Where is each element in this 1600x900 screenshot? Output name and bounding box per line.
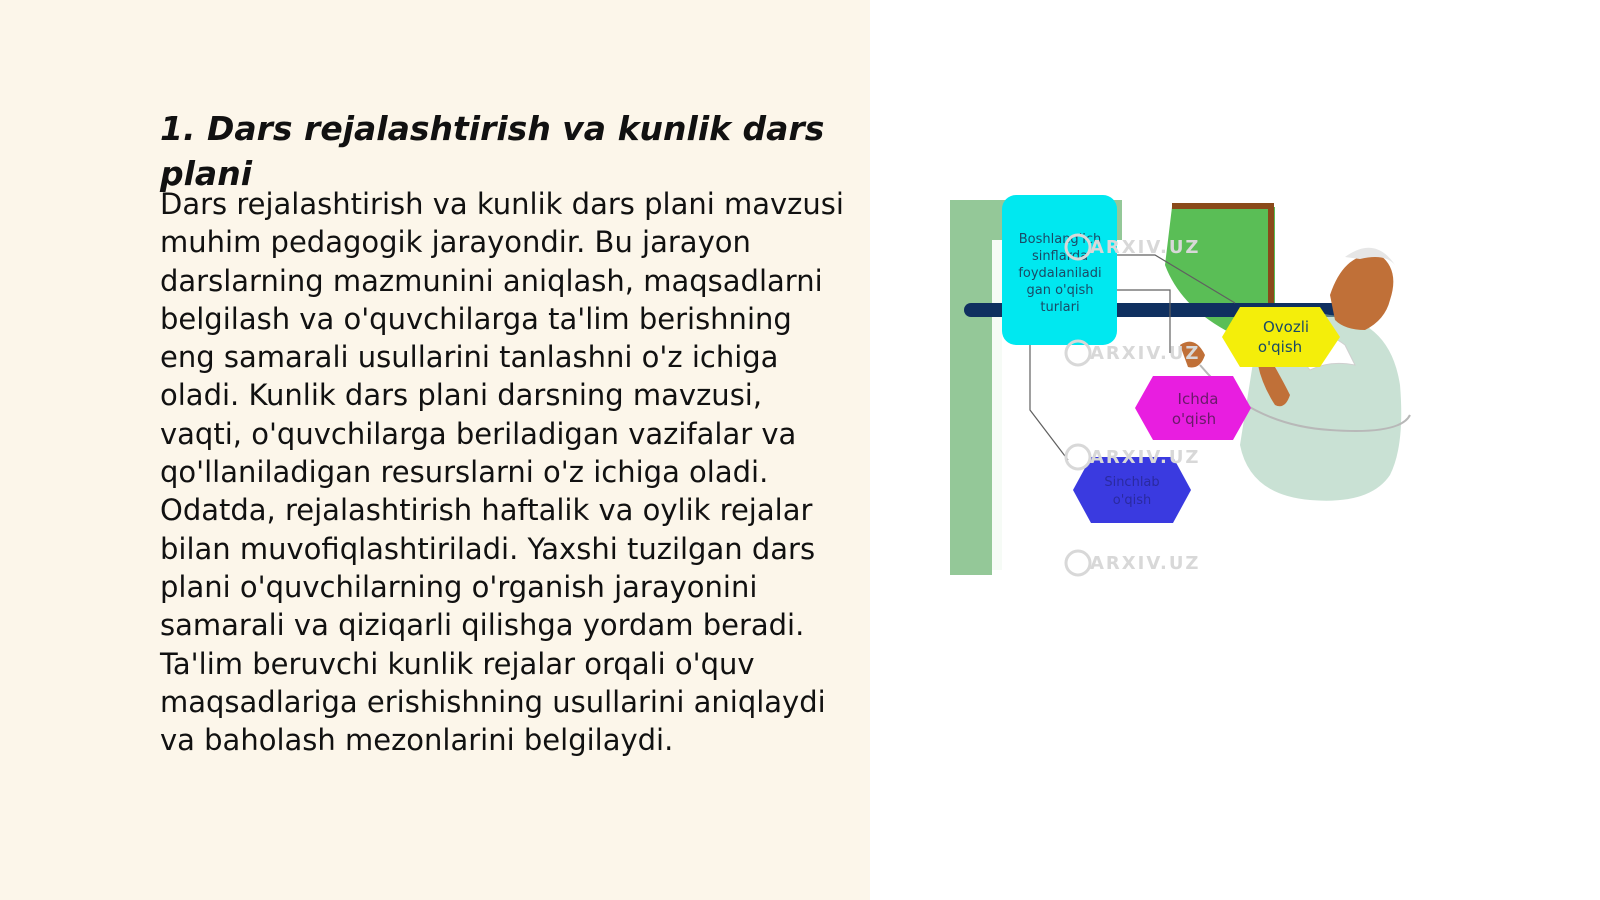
watermark-2: ARXIV.UZ [1090,343,1201,364]
node-ovozli-line-1: Ovozli [1262,318,1310,336]
slide-body-text: Dars rejalashtirish va kunlik dars plani mavzusi muhim pedagogik jarayondir. Bu jarayon darslarning mazmunini aniqlash, maqsadlarni belgilash va o'quvchilarga ta'lim berishning eng samarali usullarini tanlashni o'z ichiga oladi. Kunlik dars plani darsning mavzusi, vaqti, o'quvchilarga beriladigan vazifalar va qo'llaniladigan resurslarni o'z ichiga oladi. Odatda, rejalashtirish haftalik va oylik rejalar bilan muvofiqlashtiriladi. Yaxshi tuzilgan dars plani o'quvchilarning o'rganish jarayonini samarali va qiziqarli qilishga yordam beradi. Ta'lim beruvchi kunlik rejalar orqali o'quv maqsadlariga erishishning usullarini aniqlaydi va baholash mezonlarini belgilaydi. [160,187,844,758]
frame-inner [992,240,1002,570]
main-box-line-1: Boshlang'ich [1018,232,1102,247]
main-box-line-2: sinflarda [1031,249,1089,264]
illustration-svg [950,195,1450,580]
watermark-4: ARXIV.UZ [1090,553,1201,574]
reading-types-illustration [950,195,1450,580]
watermark-3: ARXIV.UZ [1090,447,1201,468]
slide-title: 1. Dars rejalashtirish va kunlik dars plani [160,109,825,193]
main-box-line-4: gan o'qish [1026,283,1094,298]
node-ovozli-oqish [1222,307,1340,367]
node-ovozli-line-2: o'qish [1257,338,1303,356]
node-ichda-oqish [1135,376,1251,440]
watermark-1: ARXIV.UZ [1090,237,1201,258]
node-blue-line-1: Sinchlab [1104,475,1160,490]
node-blue-line-2: o'qish [1112,493,1152,508]
node-ichda-line-2: o'qish [1171,410,1217,428]
node-ichda-line-1: Ichda [1177,390,1219,408]
main-box-line-5: turlari [1040,300,1080,315]
frame-left [950,200,992,575]
board-frame-top [1172,203,1272,209]
main-box-line-3: foydalaniladi [1018,266,1102,281]
